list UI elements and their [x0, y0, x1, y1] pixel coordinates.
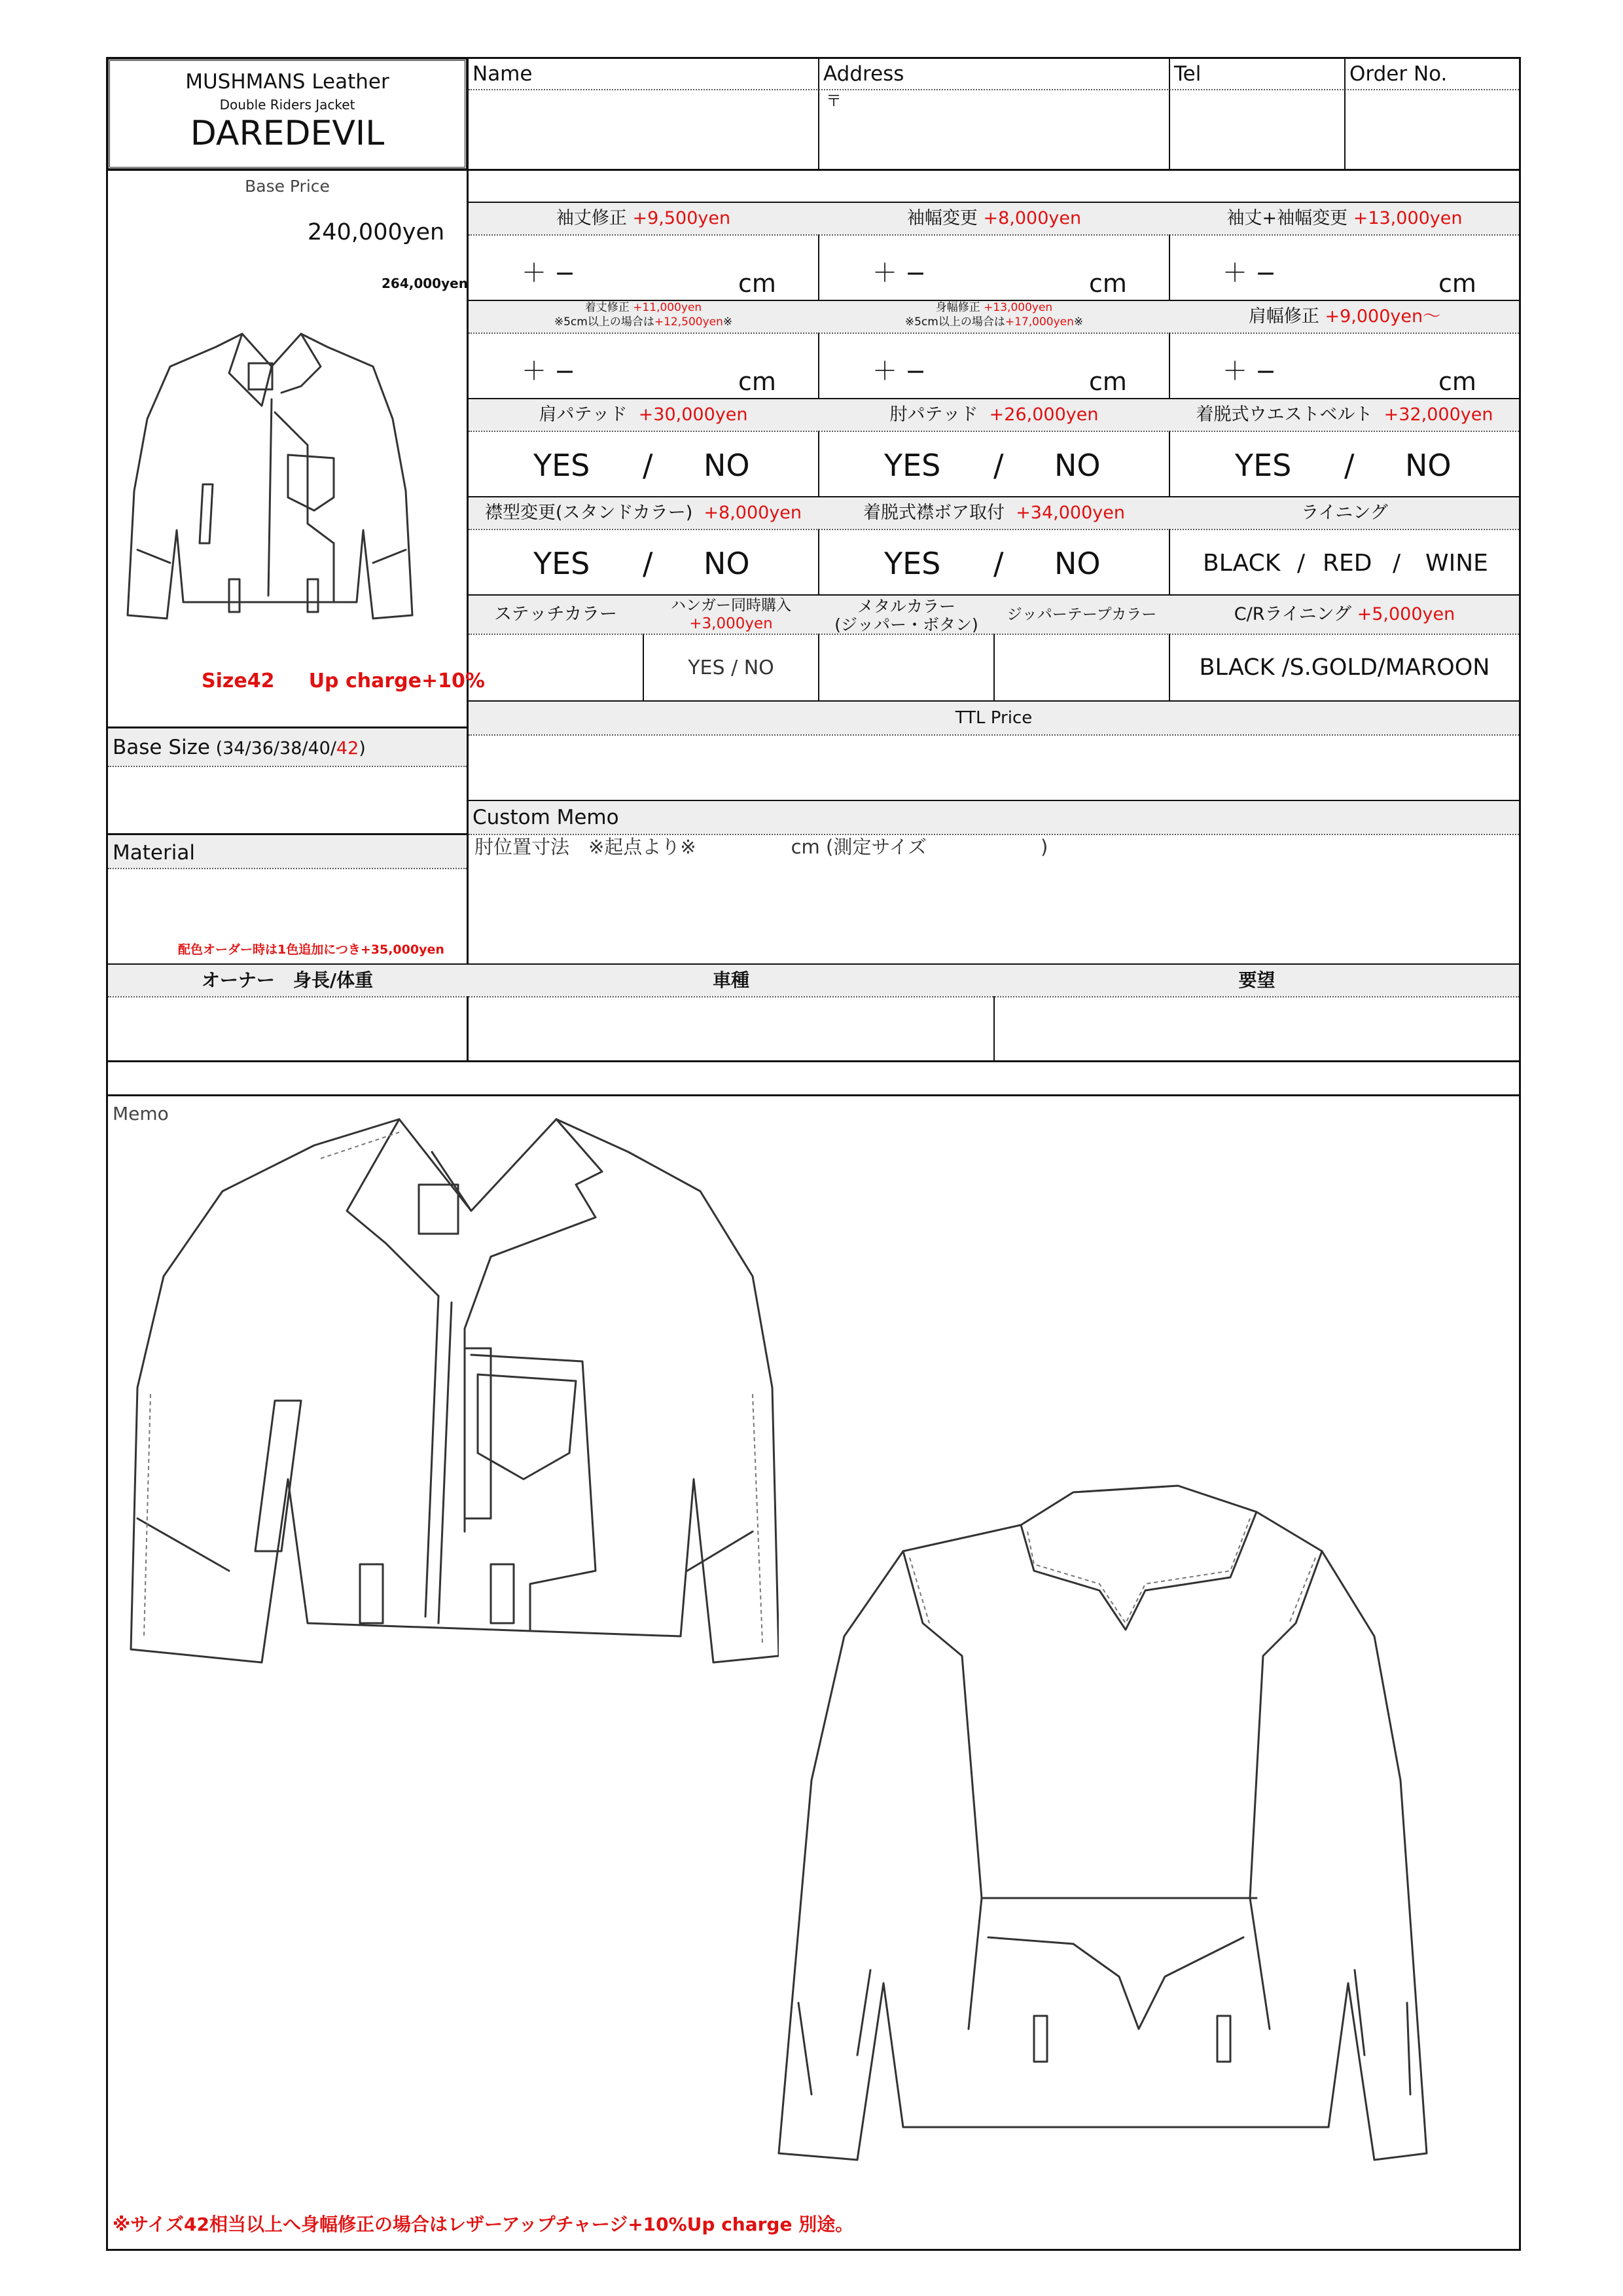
base-size-options: 34/36/38/40/	[223, 738, 336, 759]
brand-model-type: Double Riders Jacket	[219, 97, 355, 113]
shoulder-width-pm[interactable]: ＋ −	[1222, 357, 1276, 386]
waist-belt-yes[interactable]: YES	[1235, 448, 1292, 483]
body-length-unit: cm	[738, 367, 776, 396]
tel-field[interactable]	[1171, 91, 1344, 168]
elbow-pad-no[interactable]: NO	[1054, 448, 1101, 483]
request-field[interactable]	[995, 998, 1519, 1060]
body-length-header: 着丈修正 +11,000yen	[584, 301, 702, 314]
tax-price-value: 264,000yen	[382, 276, 468, 291]
shoulder-pad-slash: /	[643, 448, 653, 483]
sleeve-width-pm[interactable]: ＋ −	[872, 259, 926, 287]
cr-lining-choices[interactable]: BLACK /S.GOLD/MAROON	[1199, 655, 1490, 681]
custom-memo-label: Custom Memo	[473, 806, 619, 829]
base-price-value: 240,000yen	[308, 219, 445, 245]
shoulder-pad-header: 肩パテッド +30,000yen	[539, 404, 748, 425]
elbow-pad-header: 肘パテッド +26,000yen	[889, 404, 1099, 425]
collar-change-header: 襟型変更(スタンドカラー) +8,000yen	[484, 503, 802, 523]
sleeve-length-pm[interactable]: ＋ −	[522, 259, 575, 287]
frame-bottom	[106, 2249, 1521, 2251]
zip-tape-field[interactable]	[995, 636, 1169, 700]
boa-collar-header: 着脱式襟ボア取付 +34,000yen	[863, 503, 1125, 523]
address-label: Address	[823, 62, 904, 86]
lining-slash-2: /	[1393, 550, 1401, 577]
sleeve-length-unit: cm	[738, 269, 776, 298]
base-size-title: Base Size	[113, 736, 210, 759]
car-label: 車種	[712, 969, 749, 991]
tel-label: Tel	[1174, 62, 1202, 86]
hanger-price: +3,000yen	[689, 615, 773, 632]
lining-slash-1: /	[1297, 550, 1306, 577]
zip-tape-header: ジッパーテープカラー	[1007, 606, 1157, 623]
jacket-front-large	[124, 1113, 779, 1689]
sleeve-length-header: 袖丈修正 +9,500yen	[556, 208, 731, 228]
base-size-label: Base Size (34/36/38/40/42)	[113, 736, 366, 759]
hanger-header: ハンガー同時購入	[671, 597, 791, 614]
waist-belt-slash: /	[1344, 448, 1355, 483]
postal-mark: 〒	[826, 92, 842, 110]
lining-red[interactable]: RED	[1323, 550, 1372, 577]
request-label: 要望	[1238, 969, 1275, 991]
elbow-pad-yes[interactable]: YES	[884, 448, 941, 483]
footer-note: ※サイズ42相当以上へ身幅修正の場合はレザーアップチャージ+10%Up charge 別途。	[113, 2214, 854, 2235]
base-size-field[interactable]	[108, 768, 467, 833]
boa-collar-no[interactable]: NO	[1054, 546, 1101, 581]
ttl-price-label: TTL Price	[955, 708, 1033, 728]
collar-change-no[interactable]: NO	[704, 546, 750, 581]
base-price-label: Base Price	[245, 177, 330, 196]
shoulder-pad-yes[interactable]: YES	[533, 448, 590, 483]
body-width-note: ※5cm以上の場合は+17,000yen※	[904, 315, 1084, 329]
body-width-pm[interactable]: ＋ −	[872, 357, 926, 386]
base-size-highlight: 42	[336, 738, 359, 759]
boa-collar-yes[interactable]: YES	[884, 546, 941, 581]
body-width-header: 身幅修正 +13,000yen	[935, 301, 1053, 314]
shoulder-pad-no[interactable]: NO	[704, 448, 750, 483]
jacket-front-small	[111, 327, 465, 641]
collar-change-slash: /	[643, 546, 653, 581]
body-width-unit: cm	[1089, 367, 1127, 396]
size-note	[202, 672, 485, 691]
metal-color-sub: (ジッパー・ボタン)	[834, 615, 978, 634]
size-note-size: Size42	[202, 670, 275, 692]
frame-right	[1519, 57, 1521, 2251]
material-field[interactable]	[108, 870, 467, 942]
metal-color-header: メタルカラー	[857, 597, 955, 616]
elbow-pad-slash: /	[993, 448, 1004, 483]
body-length-pm[interactable]: ＋ −	[522, 357, 575, 386]
material-note: 配色オーダー時は1色追加につき+35,000yen	[178, 942, 444, 957]
memo-label: Memo	[113, 1103, 169, 1124]
waist-belt-no[interactable]: NO	[1405, 448, 1452, 483]
sleeve-both-unit: cm	[1438, 269, 1476, 298]
owner-label: オーナー 身長/体重	[201, 969, 374, 991]
stitch-color-field[interactable]	[469, 636, 643, 700]
sleeve-both-header: 袖丈+袖幅変更 +13,000yen	[1226, 208, 1463, 228]
material-label: Material	[113, 841, 195, 865]
brand-maker: MUSHMANS Leather	[185, 70, 389, 94]
sleeve-width-header: 袖幅変更 +8,000yen	[906, 208, 1082, 228]
order-label: Order No.	[1349, 62, 1448, 86]
boa-collar-slash: /	[993, 546, 1004, 581]
shoulder-width-header: 肩幅修正 +9,000yen〜	[1248, 306, 1441, 327]
car-field[interactable]	[469, 998, 993, 1060]
owner-field[interactable]	[108, 998, 467, 1060]
metal-color-field[interactable]	[819, 636, 993, 700]
stitch-color-header: ステッチカラー	[494, 604, 617, 624]
order-no-field[interactable]	[1346, 91, 1518, 168]
sleeve-both-pm[interactable]: ＋ −	[1222, 259, 1276, 287]
shoulder-width-unit: cm	[1438, 367, 1476, 396]
sleeve-width-unit: cm	[1089, 269, 1127, 298]
lining-header: ライニング	[1301, 503, 1388, 523]
lining-wine[interactable]: WINE	[1425, 550, 1488, 577]
jacket-back-large	[772, 1440, 1492, 2173]
ttl-price-field[interactable]	[469, 736, 1519, 798]
cr-lining-header: C/Rライニング +5,000yen	[1234, 604, 1455, 624]
body-length-note: ※5cm以上の場合は+12,500yen※	[554, 315, 733, 329]
collar-change-yes[interactable]: YES	[533, 546, 590, 581]
lining-black[interactable]: BLACK	[1203, 550, 1281, 577]
waist-belt-header: 着脱式ウエストベルト +32,000yen	[1196, 404, 1493, 425]
hanger-choice[interactable]: YES / NO	[688, 656, 774, 679]
name-field[interactable]	[469, 91, 817, 168]
address-field[interactable]	[820, 91, 1168, 168]
size-note-charge: Up charge+10%	[308, 670, 485, 692]
name-label: Name	[473, 62, 533, 86]
custom-memo-line[interactable]: 肘位置寸法 ※起点より※ cm (測定サイズ )	[474, 836, 1048, 858]
brand-model-name: DAREDEVIL	[190, 114, 385, 153]
